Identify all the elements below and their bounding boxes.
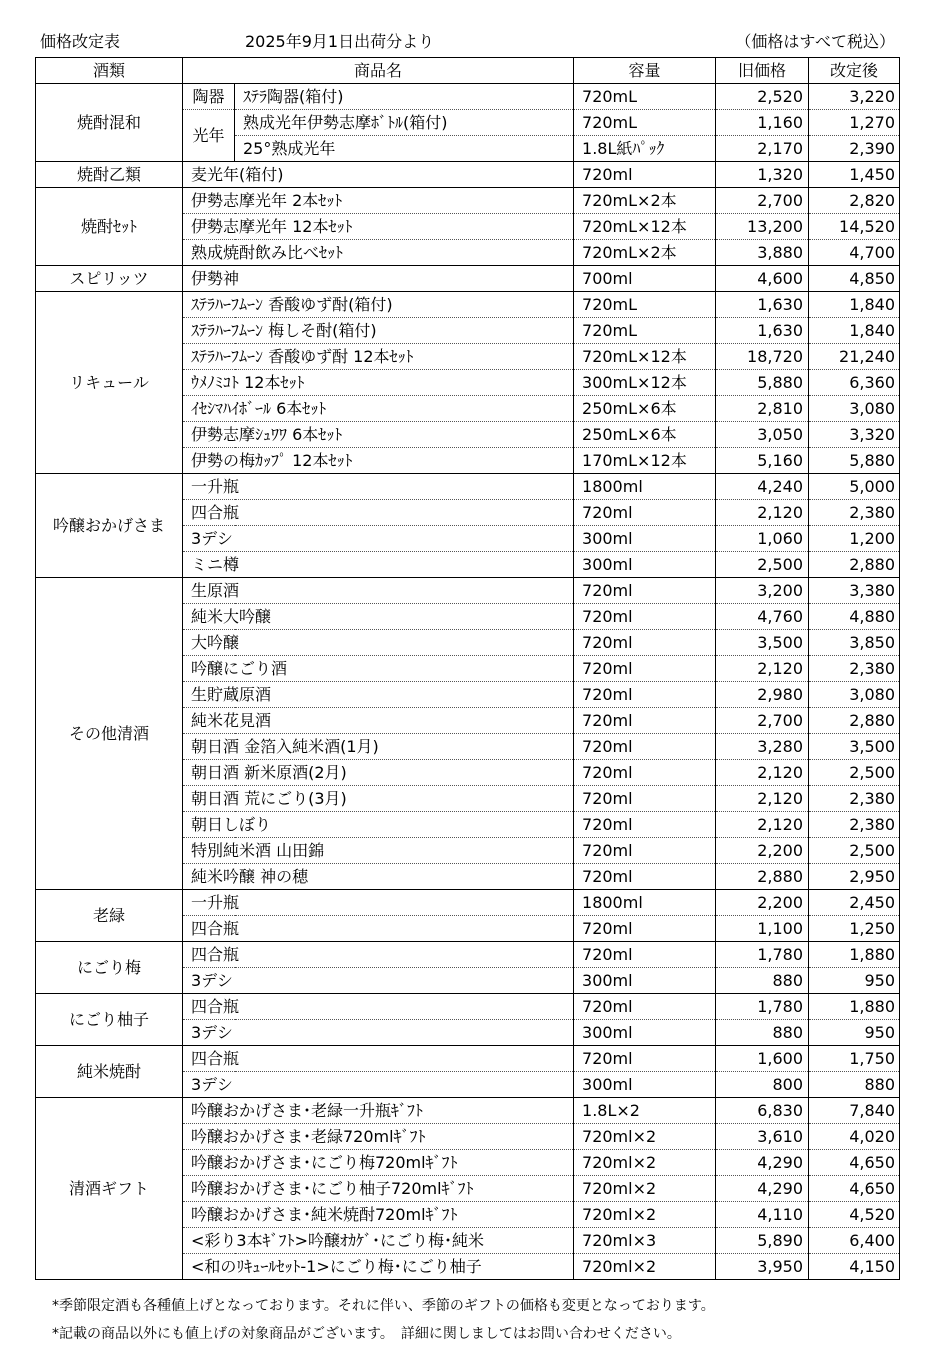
product-name: 一升瓶	[183, 890, 574, 916]
volume-cell: 720ml×3	[574, 1228, 716, 1254]
new-price-cell: 4,020	[809, 1124, 900, 1150]
old-price-cell: 2,120	[716, 656, 809, 682]
tax-note: （価格はすべて税込）	[735, 32, 895, 51]
new-price-cell: 1,840	[809, 318, 900, 344]
old-price-cell: 2,170	[716, 136, 809, 162]
volume-cell: 720ml	[574, 708, 716, 734]
old-price-cell: 3,500	[716, 630, 809, 656]
new-price-cell: 3,850	[809, 630, 900, 656]
volume-cell: 720ml	[574, 994, 716, 1020]
product-name: ｳﾒﾉﾐｺﾄ 12本ｾｯﾄ	[183, 370, 574, 396]
volume-cell: 720ml×2	[574, 1176, 716, 1202]
product-name: 朝日酒 荒にごり(3月)	[183, 786, 574, 812]
table-row	[36, 994, 900, 1020]
product-name: 吟醸にごり酒	[183, 656, 574, 682]
product-name: 伊勢志摩光年 12本ｾｯﾄ	[183, 214, 574, 240]
volume-cell: 720mL	[574, 292, 716, 318]
product-name: 熟成光年伊勢志摩ﾎﾞﾄﾙ(箱付)	[235, 110, 574, 136]
new-price-cell: 21,240	[809, 344, 900, 370]
volume-cell: 720ml	[574, 162, 716, 188]
new-price-cell: 6,360	[809, 370, 900, 396]
old-price-cell: 4,760	[716, 604, 809, 630]
header-row	[36, 58, 900, 84]
table-row	[36, 578, 900, 604]
product-name: 伊勢志摩ｼｭﾜﾜ 6本ｾｯﾄ	[183, 422, 574, 448]
new-price-cell: 7,840	[809, 1098, 900, 1124]
volume-cell: 720mL×2本	[574, 240, 716, 266]
product-name: 四合瓶	[183, 1046, 574, 1072]
volume-cell: 1800ml	[574, 890, 716, 916]
table-row	[36, 942, 900, 968]
document-title: 価格改定表	[40, 32, 121, 51]
table-row	[36, 292, 900, 318]
product-name: ｽﾃﾗﾊｰﾌﾑｰﾝ 梅しそ酎(箱付)	[183, 318, 574, 344]
old-price-cell: 1,320	[716, 162, 809, 188]
product-name: 四合瓶	[183, 994, 574, 1020]
volume-cell: 720ml	[574, 682, 716, 708]
product-name: 一升瓶	[183, 474, 574, 500]
old-price-cell: 3,610	[716, 1124, 809, 1150]
volume-cell: 720ml×2	[574, 1150, 716, 1176]
old-price-cell: 2,120	[716, 786, 809, 812]
footnote: *記載の商品以外にも値上げの対象商品がございます。 詳細に関しましてはお問い合わせください。	[52, 1326, 681, 1342]
old-price-cell: 5,890	[716, 1228, 809, 1254]
old-price-cell: 4,290	[716, 1176, 809, 1202]
old-price-cell: 4,240	[716, 474, 809, 500]
price-table	[35, 57, 900, 1280]
new-price-cell: 4,150	[809, 1254, 900, 1280]
new-price-cell: 1,880	[809, 942, 900, 968]
new-price-cell: 2,390	[809, 136, 900, 162]
subcategory-cell: 光年	[183, 110, 235, 162]
new-price-cell: 1,840	[809, 292, 900, 318]
category-cell: 清酒ギフト	[36, 1098, 183, 1280]
old-price-cell: 4,600	[716, 266, 809, 292]
volume-cell: 720mL×12本	[574, 214, 716, 240]
product-name: 生原酒	[183, 578, 574, 604]
table-row	[36, 162, 900, 188]
product-name: 特別純米酒 山田錦	[183, 838, 574, 864]
product-name: 25°熟成光年	[235, 136, 574, 162]
table-row	[36, 890, 900, 916]
new-price-cell: 3,320	[809, 422, 900, 448]
new-price-cell: 2,820	[809, 188, 900, 214]
new-price-cell: 3,080	[809, 682, 900, 708]
volume-cell: 720ml	[574, 734, 716, 760]
old-price-cell: 4,290	[716, 1150, 809, 1176]
category-cell: 焼酎混和	[36, 84, 183, 162]
new-price-cell: 1,450	[809, 162, 900, 188]
old-price-cell: 2,120	[716, 812, 809, 838]
volume-cell: 170mL×12本	[574, 448, 716, 474]
new-price-cell: 14,520	[809, 214, 900, 240]
old-price-cell: 3,200	[716, 578, 809, 604]
product-name: 伊勢志摩光年 2本ｾｯﾄ	[183, 188, 574, 214]
old-price-cell: 2,120	[716, 760, 809, 786]
volume-cell: 720ml	[574, 838, 716, 864]
volume-cell: 720mL	[574, 110, 716, 136]
header-volume: 容量	[574, 58, 716, 84]
volume-cell: 720ml×2	[574, 1202, 716, 1228]
new-price-cell: 2,950	[809, 864, 900, 890]
new-price-cell: 1,250	[809, 916, 900, 942]
new-price-cell: 1,880	[809, 994, 900, 1020]
product-name: 吟醸おかげさま･にごり梅720mlｷﾞﾌﾄ	[183, 1150, 574, 1176]
volume-cell: 720ml	[574, 1046, 716, 1072]
volume-cell: 300ml	[574, 968, 716, 994]
volume-cell: 720ml	[574, 786, 716, 812]
old-price-cell: 1,630	[716, 318, 809, 344]
header-product: 商品名	[183, 58, 574, 84]
volume-cell: 1800ml	[574, 474, 716, 500]
volume-cell: 720ml	[574, 630, 716, 656]
product-name: ｽﾃﾗﾊｰﾌﾑｰﾝ 香酸ゆず酎(箱付)	[183, 292, 574, 318]
category-cell: にごり柚子	[36, 994, 183, 1046]
volume-cell: 720ml	[574, 604, 716, 630]
volume-cell: 720mL	[574, 84, 716, 110]
product-name: 四合瓶	[183, 916, 574, 942]
new-price-cell: 2,380	[809, 812, 900, 838]
volume-cell: 700ml	[574, 266, 716, 292]
old-price-cell: 5,160	[716, 448, 809, 474]
header-old-price: 旧価格	[716, 58, 809, 84]
old-price-cell: 2,520	[716, 84, 809, 110]
new-price-cell: 2,380	[809, 500, 900, 526]
product-name: 3デシ	[183, 526, 574, 552]
volume-cell: 720ml×2	[574, 1124, 716, 1150]
table-body	[36, 84, 900, 1280]
old-price-cell: 800	[716, 1072, 809, 1098]
category-cell: その他清酒	[36, 578, 183, 890]
old-price-cell: 18,720	[716, 344, 809, 370]
old-price-cell: 880	[716, 1020, 809, 1046]
product-name: 四合瓶	[183, 500, 574, 526]
product-name: 3デシ	[183, 968, 574, 994]
volume-cell: 720mL×2本	[574, 188, 716, 214]
effective-date: 2025年9月1日出荷分より	[245, 32, 435, 51]
new-price-cell: 4,880	[809, 604, 900, 630]
product-name: 伊勢の梅ｶｯﾌﾟ 12本ｾｯﾄ	[183, 448, 574, 474]
product-name: 純米大吟醸	[183, 604, 574, 630]
table-row	[36, 1046, 900, 1072]
new-price-cell: 4,650	[809, 1176, 900, 1202]
new-price-cell: 2,880	[809, 552, 900, 578]
old-price-cell: 4,110	[716, 1202, 809, 1228]
header-new-price: 改定後	[809, 58, 900, 84]
category-cell: スピリッツ	[36, 266, 183, 292]
category-cell: 焼酎乙類	[36, 162, 183, 188]
new-price-cell: 3,380	[809, 578, 900, 604]
table-row	[36, 84, 900, 110]
category-cell: 焼酎ｾｯﾄ	[36, 188, 183, 266]
old-price-cell: 2,880	[716, 864, 809, 890]
product-name: 吟醸おかげさま･純米焼酎720mlｷﾞﾌﾄ	[183, 1202, 574, 1228]
category-cell: リキュール	[36, 292, 183, 474]
product-name: ｽﾃﾗ陶器(箱付)	[235, 84, 574, 110]
volume-cell: 720ml	[574, 916, 716, 942]
volume-cell: 720ml	[574, 812, 716, 838]
product-name: 朝日しぼり	[183, 812, 574, 838]
old-price-cell: 3,050	[716, 422, 809, 448]
product-name: 麦光年(箱付)	[183, 162, 574, 188]
old-price-cell: 1,780	[716, 994, 809, 1020]
old-price-cell: 1,100	[716, 916, 809, 942]
product-name: 熟成焼酎飲み比べｾｯﾄ	[183, 240, 574, 266]
product-name: 3デシ	[183, 1020, 574, 1046]
new-price-cell: 4,700	[809, 240, 900, 266]
product-name: 朝日酒 金箔入純米酒(1月)	[183, 734, 574, 760]
volume-cell: 720ml×2	[574, 1254, 716, 1280]
old-price-cell: 1,630	[716, 292, 809, 318]
volume-cell: 250mL×6本	[574, 422, 716, 448]
volume-cell: 720mL	[574, 318, 716, 344]
new-price-cell: 4,650	[809, 1150, 900, 1176]
volume-cell: 300ml	[574, 526, 716, 552]
product-name: ｽﾃﾗﾊｰﾌﾑｰﾝ 香酸ゆず酎 12本ｾｯﾄ	[183, 344, 574, 370]
table-row	[36, 266, 900, 292]
volume-cell: 720ml	[574, 578, 716, 604]
table-row	[36, 474, 900, 500]
volume-cell: 300ml	[574, 1020, 716, 1046]
category-cell: 純米焼酎	[36, 1046, 183, 1098]
product-name: 伊勢神	[183, 266, 574, 292]
old-price-cell: 1,160	[716, 110, 809, 136]
product-name: ｲｾｼﾏﾊｲﾎﾞｰﾙ 6本ｾｯﾄ	[183, 396, 574, 422]
volume-cell: 1.8L×2	[574, 1098, 716, 1124]
new-price-cell: 4,520	[809, 1202, 900, 1228]
new-price-cell: 1,200	[809, 526, 900, 552]
product-name: 吟醸おかげさま･にごり柚子720mlｷﾞﾌﾄ	[183, 1176, 574, 1202]
volume-cell: 720ml	[574, 942, 716, 968]
old-price-cell: 6,830	[716, 1098, 809, 1124]
volume-cell: 720ml	[574, 500, 716, 526]
new-price-cell: 950	[809, 968, 900, 994]
old-price-cell: 1,060	[716, 526, 809, 552]
table-row	[36, 1098, 900, 1124]
table-row	[36, 188, 900, 214]
old-price-cell: 3,950	[716, 1254, 809, 1280]
volume-cell: 300mL×12本	[574, 370, 716, 396]
product-name: 3デシ	[183, 1072, 574, 1098]
new-price-cell: 1,270	[809, 110, 900, 136]
old-price-cell: 5,880	[716, 370, 809, 396]
product-name: ミニ樽	[183, 552, 574, 578]
old-price-cell: 2,810	[716, 396, 809, 422]
old-price-cell: 3,280	[716, 734, 809, 760]
product-name: 吟醸おかげさま･老緑一升瓶ｷﾞﾌﾄ	[183, 1098, 574, 1124]
volume-cell: 250mL×6本	[574, 396, 716, 422]
product-name: <和のﾘｷｭｰﾙｾｯﾄ-1>にごり梅･にごり柚子	[183, 1254, 574, 1280]
new-price-cell: 2,450	[809, 890, 900, 916]
old-price-cell: 2,200	[716, 838, 809, 864]
new-price-cell: 3,080	[809, 396, 900, 422]
old-price-cell: 880	[716, 968, 809, 994]
category-cell: 吟醸おかげさま	[36, 474, 183, 578]
new-price-cell: 2,880	[809, 708, 900, 734]
footnote: *季節限定酒も各種値上げとなっております。それに伴い、季節のギフトの価格も変更となっております。	[52, 1298, 715, 1314]
product-name: 生貯蔵原酒	[183, 682, 574, 708]
volume-cell: 1.8L紙ﾊﾟｯｸ	[574, 136, 716, 162]
new-price-cell: 2,380	[809, 656, 900, 682]
product-name: 朝日酒 新米原酒(2月)	[183, 760, 574, 786]
category-cell: 老緑	[36, 890, 183, 942]
new-price-cell: 2,500	[809, 838, 900, 864]
new-price-cell: 3,220	[809, 84, 900, 110]
subcategory-cell: 陶器	[183, 84, 235, 110]
new-price-cell: 5,000	[809, 474, 900, 500]
old-price-cell: 2,120	[716, 500, 809, 526]
volume-cell: 720ml	[574, 864, 716, 890]
new-price-cell: 1,750	[809, 1046, 900, 1072]
volume-cell: 720mL×12本	[574, 344, 716, 370]
new-price-cell: 880	[809, 1072, 900, 1098]
old-price-cell: 1,600	[716, 1046, 809, 1072]
old-price-cell: 1,780	[716, 942, 809, 968]
new-price-cell: 3,500	[809, 734, 900, 760]
new-price-cell: 2,500	[809, 760, 900, 786]
new-price-cell: 6,400	[809, 1228, 900, 1254]
volume-cell: 300ml	[574, 1072, 716, 1098]
product-name: <彩り3本ｷﾞﾌﾄ>吟醸ｵｶｹﾞ･にごり梅･純米	[183, 1228, 574, 1254]
category-cell: にごり梅	[36, 942, 183, 994]
new-price-cell: 4,850	[809, 266, 900, 292]
product-name: 大吟醸	[183, 630, 574, 656]
old-price-cell: 2,700	[716, 188, 809, 214]
product-name: 四合瓶	[183, 942, 574, 968]
volume-cell: 720ml	[574, 656, 716, 682]
volume-cell: 300ml	[574, 552, 716, 578]
old-price-cell: 3,880	[716, 240, 809, 266]
volume-cell: 720ml	[574, 760, 716, 786]
new-price-cell: 5,880	[809, 448, 900, 474]
old-price-cell: 2,980	[716, 682, 809, 708]
header-category: 酒類	[36, 58, 183, 84]
product-name: 吟醸おかげさま･老緑720mlｷﾞﾌﾄ	[183, 1124, 574, 1150]
product-name: 純米吟醸 神の穂	[183, 864, 574, 890]
old-price-cell: 2,700	[716, 708, 809, 734]
old-price-cell: 2,500	[716, 552, 809, 578]
old-price-cell: 2,200	[716, 890, 809, 916]
new-price-cell: 2,380	[809, 786, 900, 812]
old-price-cell: 13,200	[716, 214, 809, 240]
product-name: 純米花見酒	[183, 708, 574, 734]
new-price-cell: 950	[809, 1020, 900, 1046]
